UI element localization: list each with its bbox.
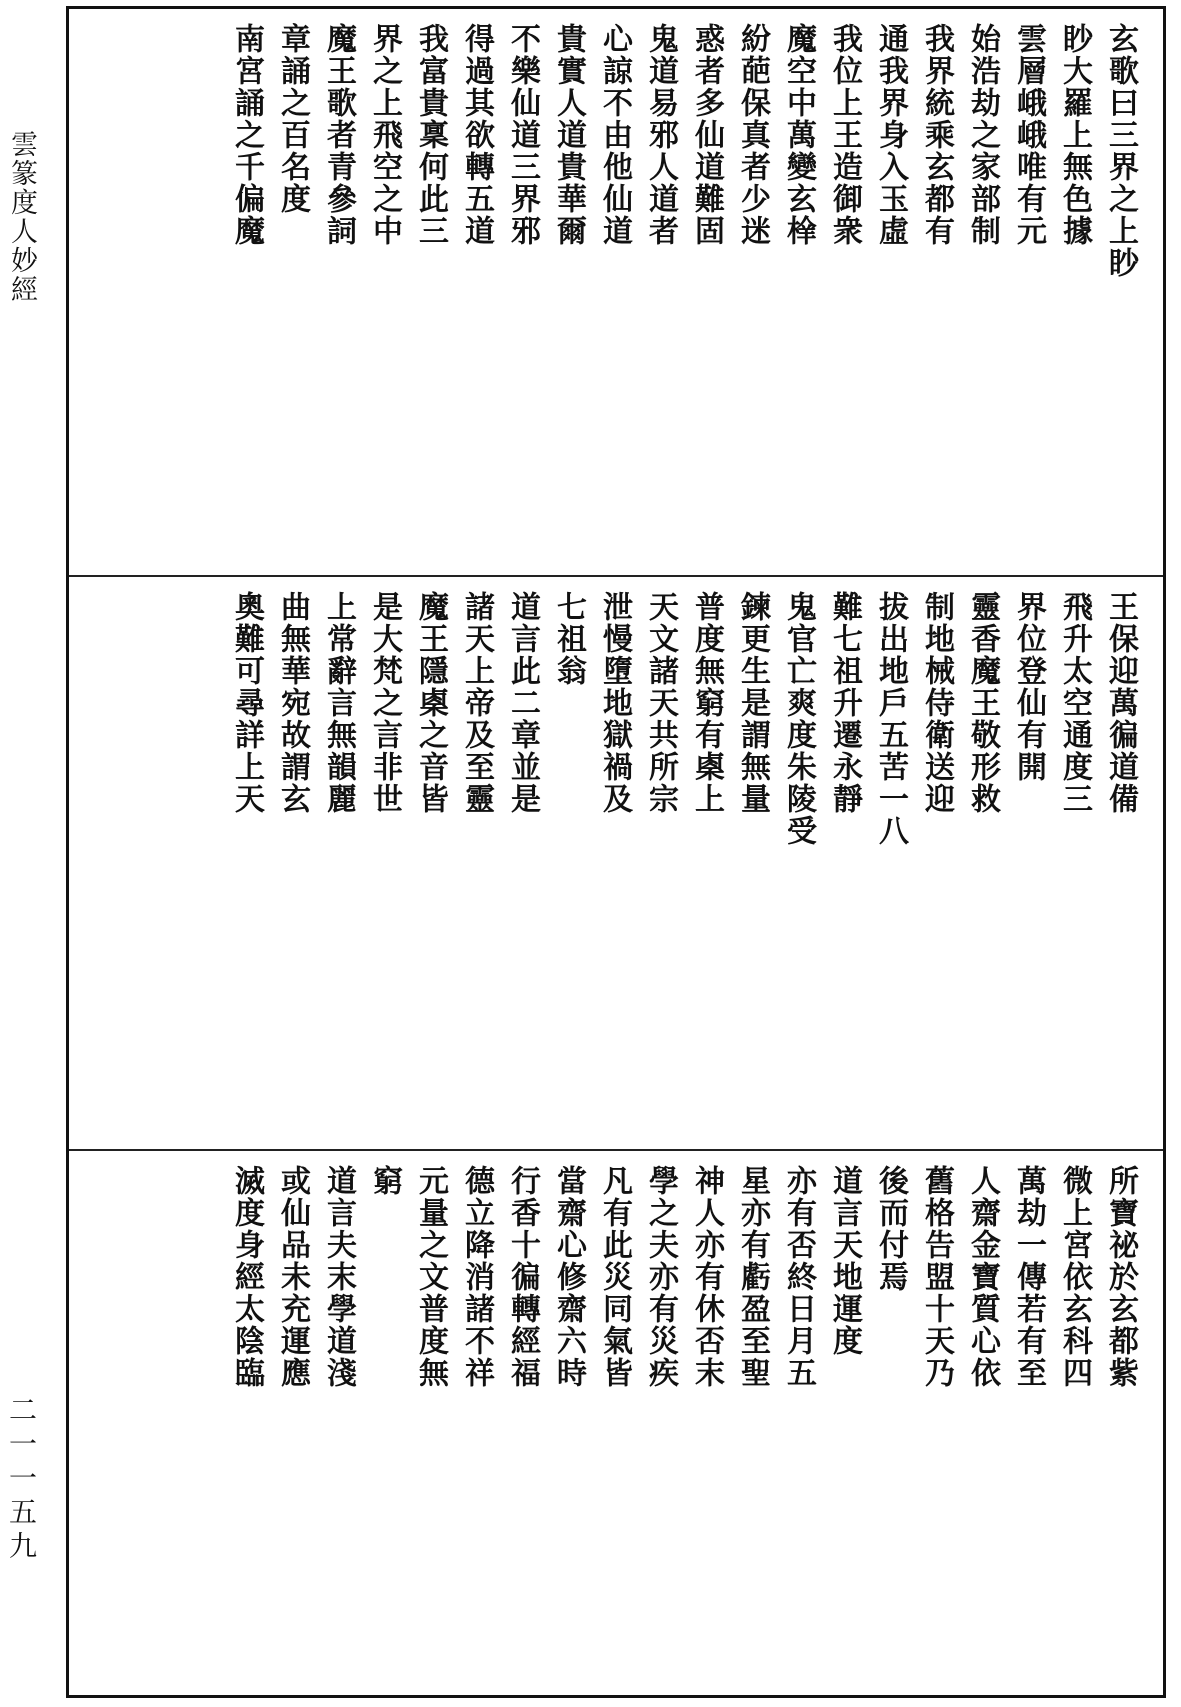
text-column: 界位登仙有開 (1011, 591, 1046, 783)
column-group (223, 1165, 1143, 1685)
book-title: 雲篆度人妙經 (6, 130, 37, 304)
column-group (223, 591, 1143, 1139)
text-column: 是大梵之言非世 (367, 591, 402, 815)
text-column: 我界統乘玄都有 (919, 23, 954, 247)
page-frame (66, 6, 1166, 1698)
text-column: 鬼官亡爽度朱陵受 (781, 591, 816, 847)
text-column: 奧難可尋詳上天 (229, 591, 264, 815)
text-column: 魔王隱㮚之音皆 (413, 591, 448, 815)
text-column: 通我界身入玉虛 (873, 23, 908, 247)
text-column: 雲層峨峨唯有元 (1011, 23, 1046, 247)
text-column: 或仙品未充運應 (275, 1165, 310, 1389)
text-column: 不樂仙道三界邪 (505, 23, 540, 247)
text-column: 普度無窮有㮚上 (689, 591, 724, 815)
text-column: 曲無華宛故謂玄 (275, 591, 310, 815)
text-column: 界之上飛空之中 (367, 23, 402, 247)
text-column: 所寶祕於玄都紫 (1103, 1165, 1138, 1389)
text-column: 惑者多仙道難固 (689, 23, 724, 247)
text-column: 章誦之百名度 (275, 23, 310, 215)
text-column: 心諒不由他仙道 (597, 23, 632, 247)
text-column: 難七祖升遷永靜 (827, 591, 862, 815)
text-column: 鬼道易邪人道者 (643, 23, 678, 247)
text-column: 鍊更生是謂無量 (735, 591, 770, 815)
text-column: 南宮誦之千偏魔 (229, 23, 264, 247)
text-panel-middle (69, 577, 1163, 1151)
text-column: 魔空中萬變玄㮆 (781, 23, 816, 247)
text-column: 上常辭言無韻麗 (321, 591, 356, 815)
text-column: 道言夫末學道淺 (321, 1165, 356, 1389)
text-column: 得過其欲轉五道 (459, 23, 494, 247)
text-column: 元量之文普度無 (413, 1165, 448, 1389)
text-panel-bottom (69, 1151, 1163, 1695)
text-column: 制地械侍衛送迎 (919, 591, 954, 815)
text-column: 德立降消諸不祥 (459, 1165, 494, 1389)
text-column: 我位上王造御衆 (827, 23, 862, 247)
text-column: 萬劫一傳若有至 (1011, 1165, 1046, 1389)
text-column: 魔王歌者青參詞 (321, 23, 356, 247)
text-column: 當齋心修齋六時 (551, 1165, 586, 1389)
text-column: 亦有否終日月五 (781, 1165, 816, 1389)
text-column: 微上宮依玄科四 (1057, 1165, 1092, 1389)
page-number: 二一一五九 (5, 1395, 38, 1565)
text-column: 星亦有虧盈至聖 (735, 1165, 770, 1389)
text-column: 道言此二章並是 (505, 591, 540, 815)
text-column: 凡有此災同氣皆 (597, 1165, 632, 1389)
text-column: 始浩劫之家部制 (965, 23, 1000, 247)
text-column: 飛升太空通度三 (1057, 591, 1092, 815)
text-column: 拔出地戶五苦一八 (873, 591, 908, 847)
text-column: 行香十徧轉經福 (505, 1165, 540, 1389)
text-column: 紛葩保真者少迷 (735, 23, 770, 247)
text-column: 天文諸天共所宗 (643, 591, 678, 815)
text-column: 窮 (367, 1165, 402, 1197)
text-column: 我富貴稟何此三 (413, 23, 448, 247)
text-column: 泄慢墮地獄禍及 (597, 591, 632, 815)
text-column: 靈香魔王敬形救 (965, 591, 1000, 815)
text-column: 諸天上帝及至靈 (459, 591, 494, 815)
text-column: 玄歌曰三界之上眇 (1103, 23, 1138, 279)
text-column: 七祖翁 (551, 591, 586, 687)
column-group (223, 23, 1143, 565)
text-column: 王保迎萬徧道備 (1103, 591, 1138, 815)
text-column: 舊格告盟十天乃 (919, 1165, 954, 1389)
text-column: 學之夫亦有災疾 (643, 1165, 678, 1389)
text-panel-top (69, 9, 1163, 577)
text-column: 貴實人道貴華爾 (551, 23, 586, 247)
text-column: 後而付焉 (873, 1165, 908, 1293)
text-column: 眇大羅上無色據 (1057, 23, 1092, 247)
text-column: 道言天地運度 (827, 1165, 862, 1357)
text-column: 人齋金寶質心依 (965, 1165, 1000, 1389)
text-column: 滅度身經太陰臨 (229, 1165, 264, 1389)
text-column: 神人亦有休否末 (689, 1165, 724, 1389)
